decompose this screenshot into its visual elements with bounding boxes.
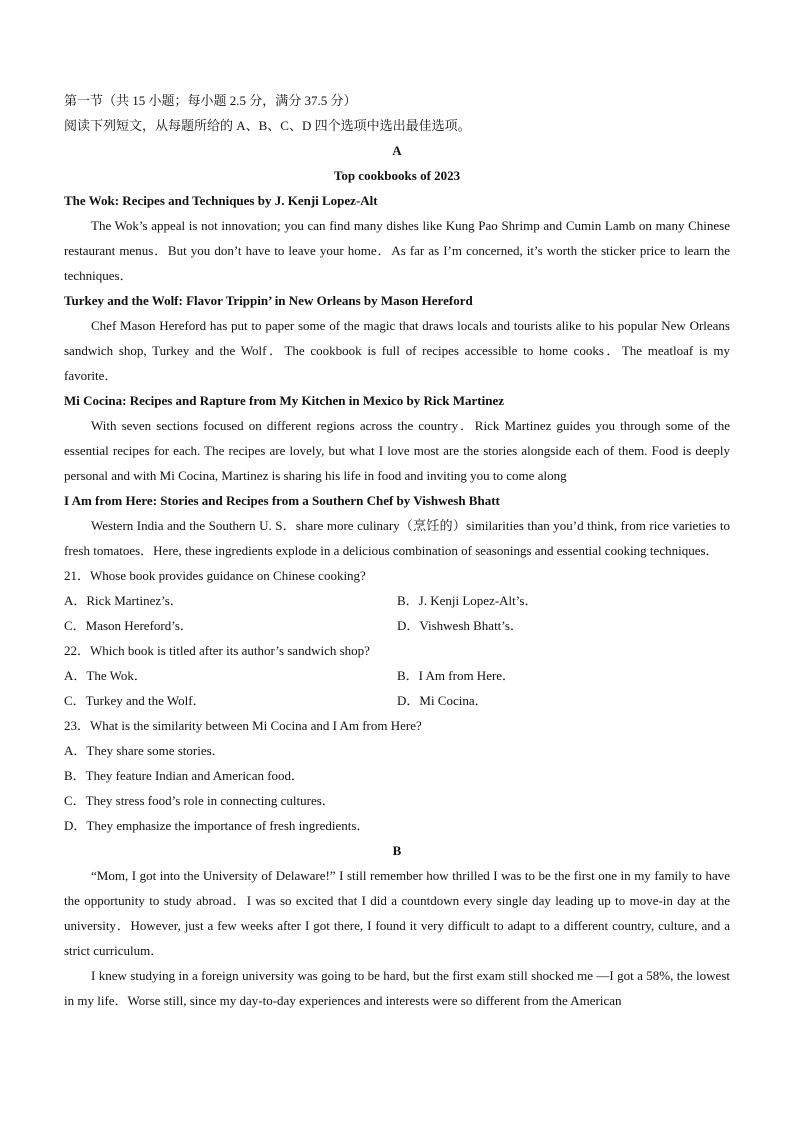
- question-stem: 23．What is the similarity between Mi Cocina and I Am from Here?: [64, 718, 422, 733]
- options-row: [64, 663, 730, 688]
- option-b: B．J. Kenji Lopez-Alt’s．: [397, 593, 538, 608]
- book-heading: Turkey and the Wolf: Flavor Trippin’ in New Orleans by Mason Hereford: [64, 293, 473, 308]
- book-heading: Mi Cocina: Recipes and Rapture from My Kitchen in Mexico by Rick Martinez: [64, 393, 505, 408]
- options-row: [64, 613, 730, 638]
- options-row: [64, 688, 730, 713]
- options-row: [64, 588, 730, 613]
- passage-a-label: A: [392, 143, 402, 158]
- section-header: 第一节（共 15 小题；每小题 2.5 分，满分 37.5 分）: [64, 93, 357, 108]
- book-review: Western India and the Southern U. S．share more culinary（烹饪的）similarities than you’d think, from rice varieties to fresh tomatoes．Here, these ingredients explode in a delicious combination of seasonings and essential cooking techniques．: [64, 518, 730, 558]
- option-a: A．They share some stories．: [64, 743, 225, 758]
- book-review: With seven sections focused on different regions across the country．Rick Martinez guides you through some of the essential recipes for each. The recipes are lovely, but what I love most are the stories alongside each of them. Food is deeply personal and with Mi Cocina, Martinez is sharing his life in food and inviting you to come along: [64, 418, 730, 483]
- passage-b-paragraph: I knew studying in a foreign university was going to be hard, but the first exam still shocked me —I got a 58%, the lowest in my life．Worse still, since my day-to-day experiences and interests were so different from the American: [64, 968, 730, 1008]
- passage-b-label: B: [392, 843, 402, 858]
- question-stem: 22．Which book is titled after its author’s sandwich shop?: [64, 643, 370, 658]
- passage-a-title: Top cookbooks of 2023: [333, 168, 461, 183]
- option-b: B．I Am from Here．: [397, 668, 516, 683]
- option-c: C．Mason Hereford’s．: [64, 618, 193, 633]
- option-c: C．They stress food’s role in connecting cultures．: [64, 793, 335, 808]
- question-stem: 21．Whose book provides guidance on Chinese cooking?: [64, 568, 366, 583]
- option-c: C．Turkey and the Wolf．: [64, 693, 206, 708]
- option-d: D．They emphasize the importance of fresh ingredients．: [64, 818, 370, 833]
- option-a: A．The Wok．: [64, 668, 147, 683]
- instruction: 阅读下列短文，从每题所给的 A、B、C、D 四个选项中选出最佳选项。: [64, 118, 471, 133]
- passage-b-paragraph: “Mom, I got into the University of Delaware!” I still remember how thrilled I was to be the first one in my family to have the opportunity to study abroad．I was so excited that I did a countdown every single day leading up to move-in day at the university．However, just a few weeks after I got there, I found it very difficult to adapt to a different country, culture, and a strict curriculum．: [64, 868, 730, 958]
- book-review: Chef Mason Hereford has put to paper some of the magic that draws locals and tourists alike to his popular New Orleans sandwich shop, Turkey and the Wolf．The cookbook is full of recipes accessible to home cooks．The meatloaf is my favorite．: [64, 318, 730, 383]
- option-d: D．Mi Cocina．: [397, 693, 488, 708]
- option-a: A．Rick Martinez’s．: [64, 593, 183, 608]
- book-heading: The Wok: Recipes and Techniques by J. Kenji Lopez-Alt: [64, 193, 378, 208]
- book-heading: I Am from Here: Stories and Recipes from a Southern Chef by Vishwesh Bhatt: [64, 493, 500, 508]
- option-b: B．They feature Indian and American food．: [64, 768, 305, 783]
- option-d: D．Vishwesh Bhatt’s．: [397, 618, 523, 633]
- book-review: The Wok’s appeal is not innovation; you can find many dishes like Kung Pao Shrimp and Cumin Lamb on many Chinese restaurant menus．But you don’t have to leave your home．As far as I’m concerned, it’s worth the sticker price to learn the techniques．: [64, 218, 730, 283]
